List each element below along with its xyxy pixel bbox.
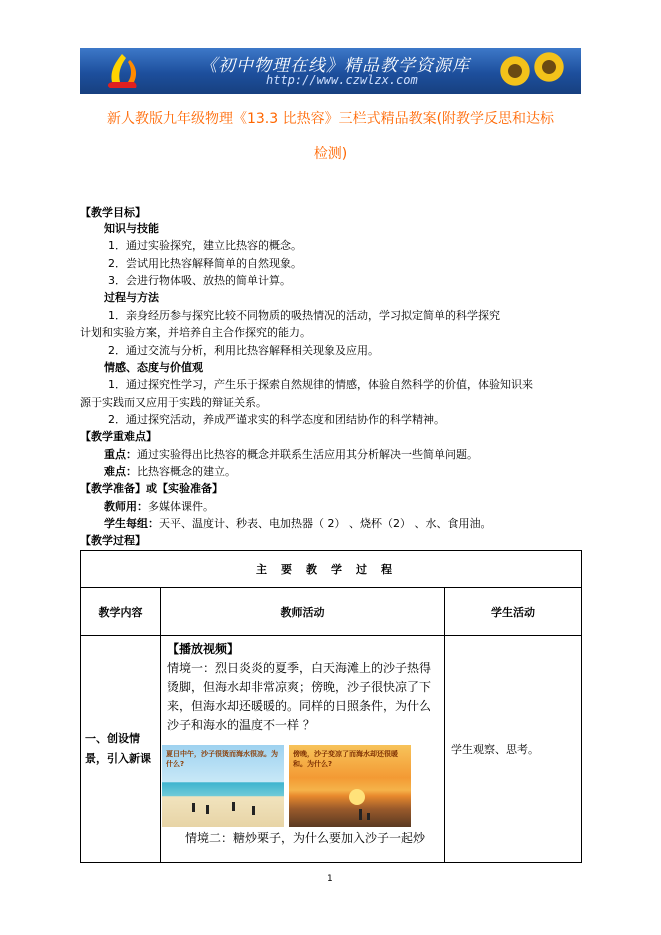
process-item: 1．亲身经历参与探究比较不同物质的吸热情况的活动，学习拟定简单的科学探究 [108,309,500,322]
keypoints-heading: 【教学重难点】 [80,430,157,443]
table-row [81,636,582,863]
table-header-row [81,588,582,636]
beach-sunset-image [289,745,411,827]
process-item: 2．通过交流与分析，利用比热容解释相关现象及应用。 [108,344,379,357]
difficulty-label: 难点： [104,465,137,478]
page-number: 1 [327,874,333,884]
banner-site-name: 《初中物理在线》精品教学资源库 [200,56,470,76]
knowledge-heading: 知识与技能 [104,222,159,235]
sunflower-icon [498,54,532,88]
person-icon [252,806,255,815]
section-cell: 一、创设情景，引入新课 [81,636,161,863]
student-prep-text: 天平、温度计、秒表、电加热器（ 2） 、烧杯（2） 、水、食用油。 [159,517,492,530]
attitude-item-cont: 源于实践而又应用于实践的辩证关系。 [80,396,267,409]
difficulty-text: 比热容概念的建立。 [137,465,236,478]
site-logo-icon [102,52,142,90]
document-title-line1: 新人教版九年级物理《13.3 比热容》三栏式精品教案(附教学反思和达标 [106,111,555,127]
person-icon [206,805,209,814]
document-title-line2: 检测) [313,146,348,162]
process-heading: 过程与方法 [104,291,159,304]
image-caption: 夏日中午，沙子很烫而海水很凉。为什么? [166,750,278,768]
teaching-process-table [80,550,582,863]
beach-noon-image [162,745,284,827]
attitude-heading: 情感、态度与价值观 [104,361,203,374]
student-prep-label: 学生每组： [104,517,159,530]
teacher-prep-label: 教师用： [104,500,148,513]
attitude-item: 1．通过探究性学习，产生乐于探索自然规律的情感，体验自然科学的价值，体验知识来 [108,378,533,391]
teacher-activity-cell [161,636,445,863]
banner-url: http://www.czwlzx.com [266,73,418,87]
video-label: 【播放视频】 [167,642,240,656]
attitude-item: 2．通过探究活动，养成严谨求实的科学态度和团结协作的科学精神。 [108,413,445,426]
key-text: 通过实验得出比热容的概念并联系生活应用其分析解决一些简单问题。 [137,448,478,461]
image-caption: 傍晚，沙子变凉了而海水却还很暖和。为什么? [293,750,398,768]
column-header: 学生活动 [445,588,582,636]
column-header: 教学内容 [81,588,161,636]
sun-icon [349,789,365,805]
scene1-text: 情境一：烈日炎炎的夏季，白天海滩上的沙子热得烫脚，但海水却非常凉爽；傍晚，沙子很快凉了下来，但海水却还暖暖的。同样的日照条件，为什么沙子和海水的温度不一样 ？ [167,661,432,732]
site-banner [80,48,581,94]
table-title: 主要教学过程 [81,551,582,588]
column-header: 教师活动 [161,588,445,636]
knowledge-item: 1．通过实验探究，建立比热容的概念。 [108,239,302,252]
person-icon [192,803,195,812]
teacher-prep [104,499,214,515]
scene2-text: 情境二：糖炒栗子，为什么要加入沙子一起炒 [185,831,426,845]
goals-heading: 【教学目标】 [80,206,146,219]
person-icon [367,813,370,820]
teacher-prep-text: 多媒体课件。 [148,500,214,513]
student-prep [104,516,492,532]
difficulty-point [104,464,236,480]
sunflower-icon [532,50,566,84]
process-section-heading: 【教学过程】 [80,534,146,547]
prep-heading: 【教学准备】或【实验准备】 [80,482,223,495]
process-item-cont: 计划和实验方案，并培养自主合作探究的能力。 [80,326,311,339]
person-icon [359,809,362,820]
key-label: 重点： [104,448,137,461]
scene-images [161,745,444,829]
person-icon [232,802,235,811]
key-point [104,447,478,463]
knowledge-item: 3．会进行物体吸、放热的简单计算。 [108,274,291,287]
student-activity-cell: 学生观察、思考。 [445,636,582,863]
knowledge-item: 2．尝试用比热容解释简单的自然现象。 [108,257,302,270]
